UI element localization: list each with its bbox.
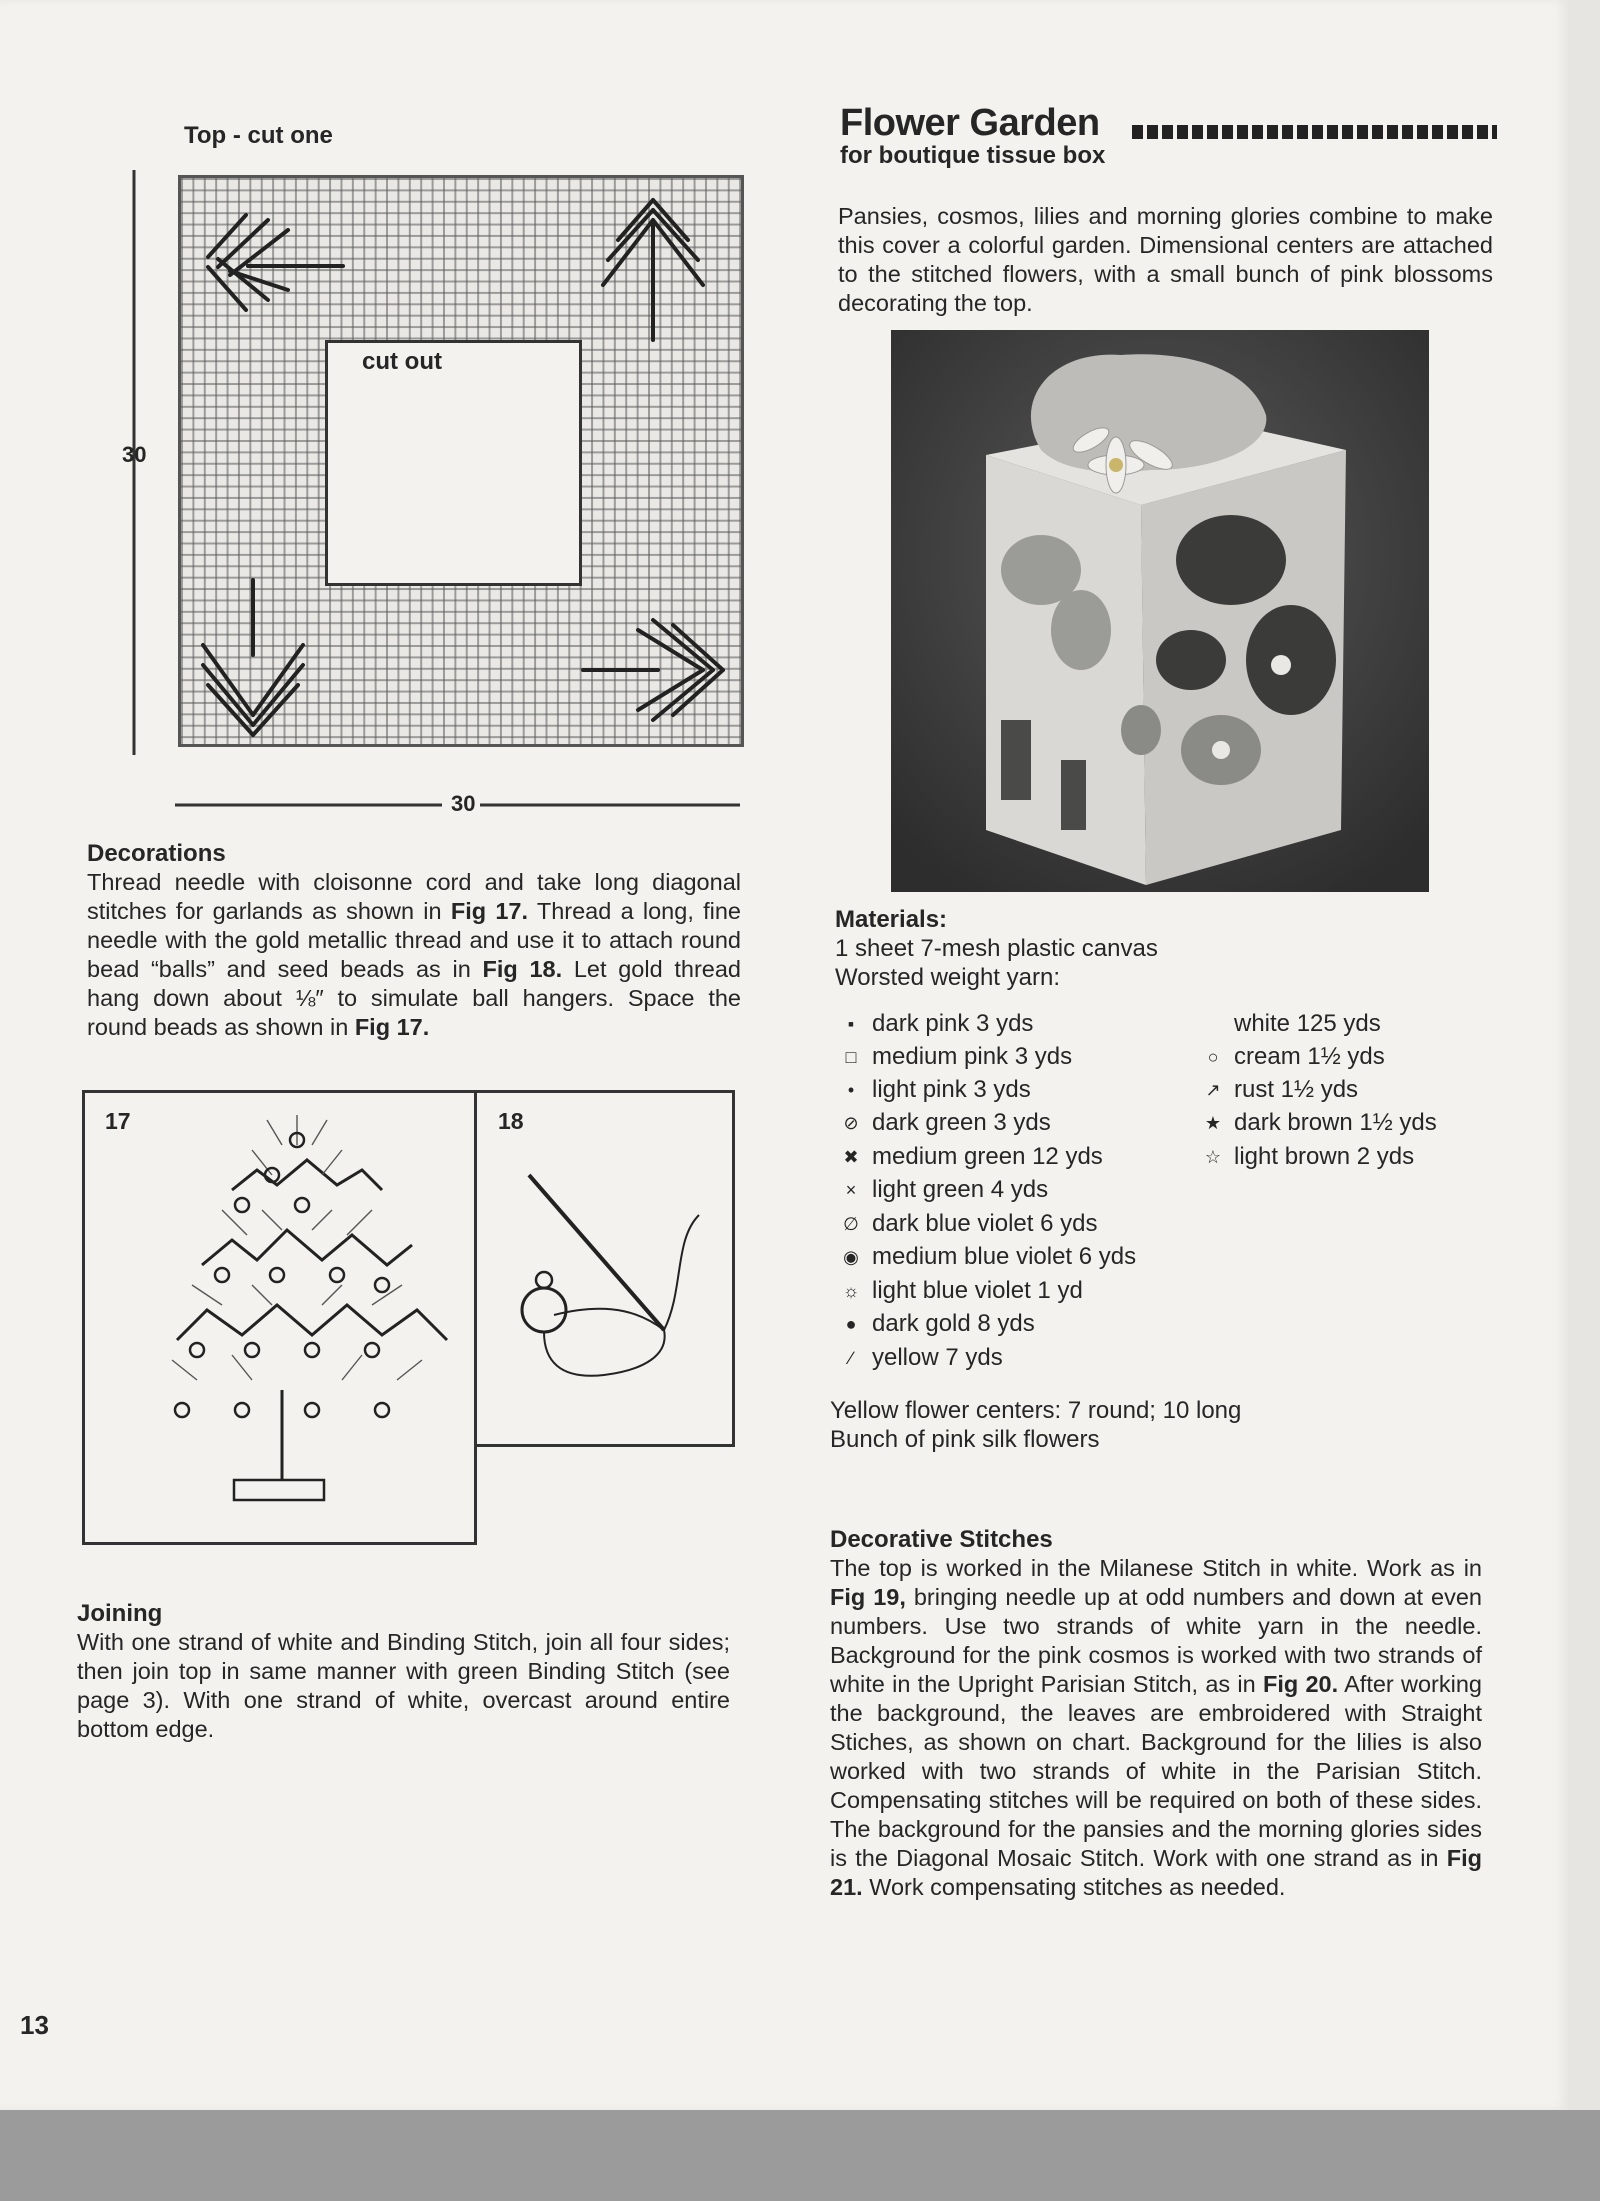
materials-heading: Materials: <box>835 906 948 933</box>
title-dotted-rule <box>1132 125 1497 139</box>
yarn-item: ▪ dark pink 3 yds <box>847 1010 1034 1037</box>
page-edge <box>1568 0 1600 2110</box>
joining-heading: Joining <box>77 1600 163 1627</box>
yarn-item: ✖ medium green 12 yds <box>843 1143 1103 1170</box>
scan-background <box>0 2110 1600 2201</box>
yarn-item: ↗ rust 1½ yds <box>1205 1076 1359 1103</box>
yarn-item: □ medium pink 3 yds <box>845 1043 1073 1070</box>
yarn-item: ◉ medium blue violet 6 yds <box>843 1243 1137 1270</box>
decorations-heading: Decorations <box>87 840 226 867</box>
materials-line-2: Worsted weight yarn: <box>835 964 1060 991</box>
yarn-item: × light green 4 yds <box>845 1176 1049 1203</box>
height-label: 30 <box>122 442 147 467</box>
decorations-text: Thread needle with cloisonne cord and take long diagonal stitches for garlands as shown in Fig 17. Thread a long, fine needle with the gold metallic thread and use it to attach round bead “balls” and seed beads as in Fig 18. Let gold thread hang down about ⅛″ to simulate ball hangers. Space the round beads as shown in Fig 17. <box>87 869 742 1040</box>
decorative-stitches-heading: Decorative Stitches <box>830 1526 1053 1553</box>
joining-section <box>77 1600 730 1744</box>
yarn-item: • light pink 3 yds <box>847 1076 1031 1103</box>
project-subtitle: for boutique tissue box <box>840 142 1106 169</box>
flower-centers-line: Yellow flower centers: 7 round; 10 long <box>830 1397 1242 1424</box>
leaf-stitch-motifs <box>178 175 744 747</box>
decorative-stitches-section <box>830 1526 1482 1902</box>
tissue-box-photo <box>891 330 1429 892</box>
decorations-section <box>87 840 741 1042</box>
yarn-item: ∕ yellow 7 yds <box>849 1344 1003 1371</box>
width-label: 30 <box>451 791 476 816</box>
top-chart-caption: Top - cut one <box>184 122 333 149</box>
figure-17-label: 17 <box>105 1108 131 1134</box>
page-number: 13 <box>20 2010 49 2040</box>
figure-18-label: 18 <box>498 1108 524 1134</box>
christmas-tree-diagram <box>82 1090 477 1545</box>
materials-line-1: 1 sheet 7-mesh plastic canvas <box>835 935 1158 962</box>
project-title: Flower Garden <box>840 102 1100 144</box>
materials-extra-block <box>830 1396 1241 1454</box>
decorative-stitches-text: The top is worked in the Milanese Stitch in white. Work as in Fig 19, bringing needle up at odd numbers and down at even numbers. Use two strands of white yarn in the needle. Background for the pink cosmos is worked with two strands of white in the Upright Parisian Stitch, as in Fig 20. After working the background, the leaves are embroidered with Straight Stiches, as shown on chart. Background for the lilies is also worked with two strands of white in the Parisian Stitch. Compensating stitches will be required on both of these sides. The background for the pansies and the morning glories sides is the Diagonal Mosaic Stitch. Work with one strand as in Fig 21. Work compensating stitches as needed. <box>830 1555 1483 1900</box>
yarn-item: white 125 yds <box>1234 1010 1381 1037</box>
yarn-item: ☼ light blue violet 1 yd <box>842 1277 1083 1304</box>
cutout-label: cut out <box>362 348 442 375</box>
joining-text: With one strand of white and Binding Stitch, join all four sides; then join top in same manner with green Binding Stitch (see page 3). With one strand of white, overcast around entire bottom edge. <box>77 1629 730 1742</box>
yarn-item: ● dark gold 8 yds <box>845 1310 1035 1337</box>
project-intro: Pansies, cosmos, lilies and morning glories combine to make this cover a colorful garden. Dimensional centers are attached to the stitched flowers, with a small bunch of pink blossoms decorating the top. <box>838 203 1493 316</box>
bead-needle-diagram <box>474 1090 735 1447</box>
materials-header-block <box>835 906 1495 992</box>
yarn-item: ○ cream 1½ yds <box>1207 1043 1385 1070</box>
yarn-item: ⊘ dark green 3 yds <box>843 1109 1051 1136</box>
silk-flowers-line: Bunch of pink silk flowers <box>830 1426 1100 1453</box>
yarn-item: ★ dark brown 1½ yds <box>1204 1109 1437 1136</box>
yarn-item: ☆ light brown 2 yds <box>1204 1143 1415 1170</box>
yarn-item: ∅ dark blue violet 6 yds <box>843 1210 1098 1237</box>
